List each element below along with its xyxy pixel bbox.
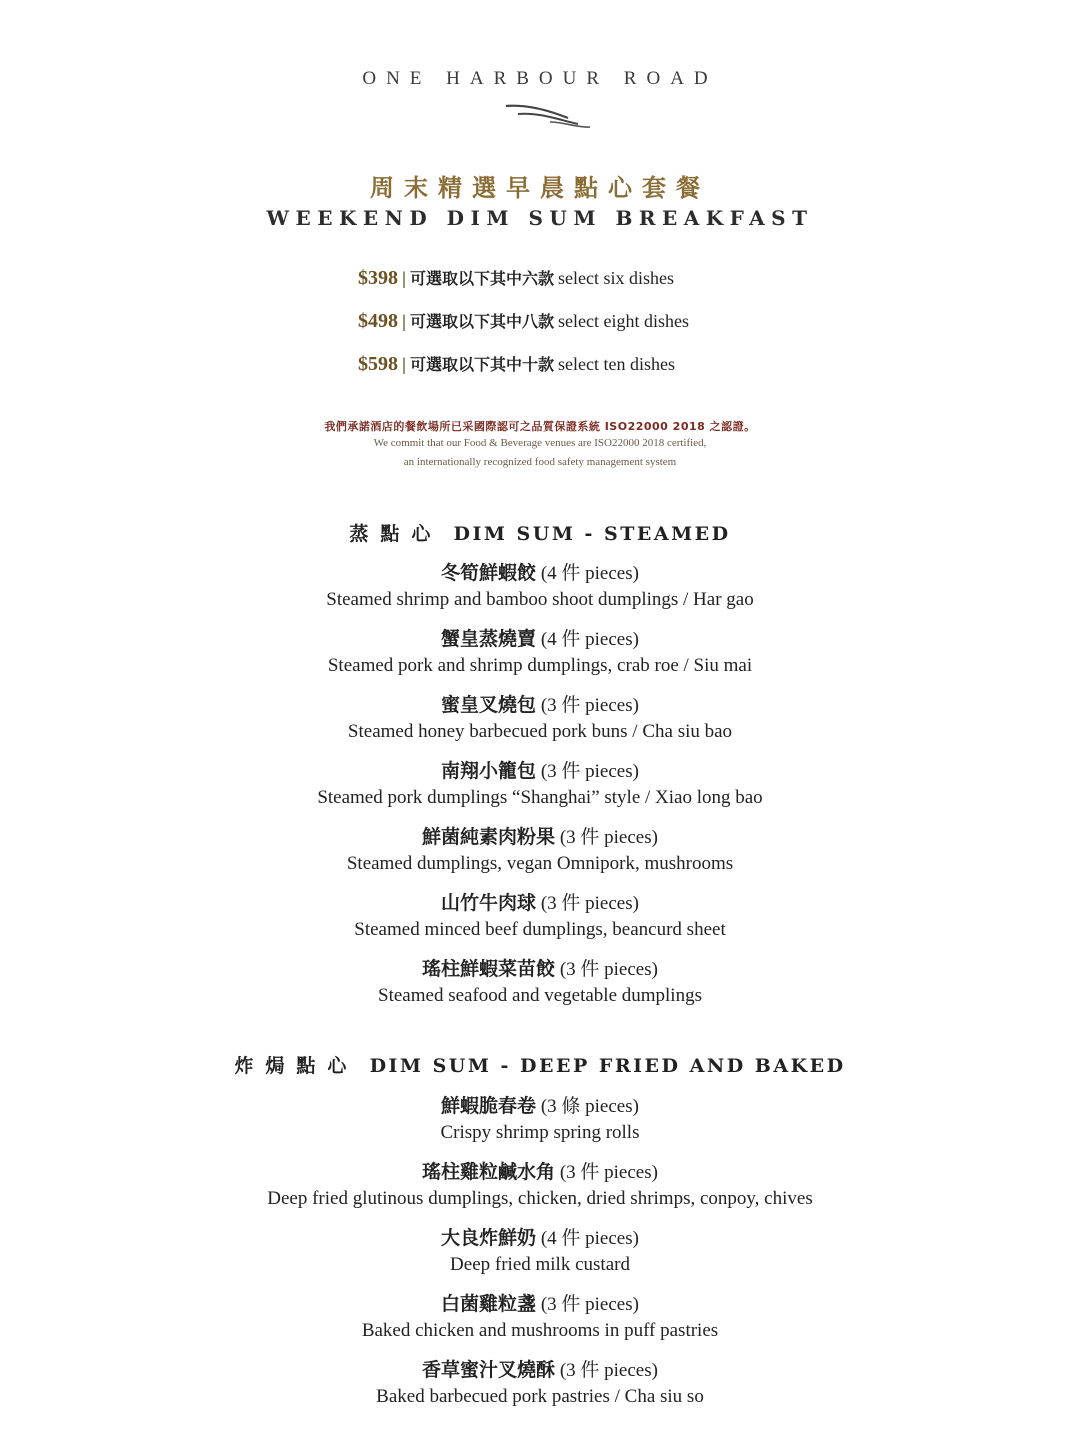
price-desc-zh: 可選取以下其中六款	[409, 269, 554, 288]
price-separator: |	[402, 354, 406, 374]
item-name-en: Steamed pork and shrimp dumplings, crab roe / Siu mai	[327, 655, 753, 676]
item-quantity: (3 件 pieces)	[540, 695, 639, 716]
price-amount: $498	[358, 310, 398, 332]
menu-item	[0, 1356, 1080, 1422]
item-name-en: Steamed shrimp and bamboo shoot dumplings / Har gao	[326, 589, 754, 610]
section-heading-zh: 炸焗點心	[234, 1055, 359, 1077]
item-quantity: (4 件 pieces)	[540, 629, 639, 650]
item-name-zh: 鮮菌純素肉粉果	[422, 826, 556, 848]
menu-item	[0, 955, 1080, 1021]
item-name-en: Deep fried milk custard	[450, 1254, 630, 1275]
price-desc-zh: 可選取以下其中八款	[409, 312, 554, 331]
price-separator: |	[402, 311, 406, 331]
item-quantity: (3 件 pieces)	[559, 1360, 658, 1381]
notice-en-line-1: We commit that our Food & Beverage venues are ISO22000 2018 certified,	[373, 437, 707, 449]
price-option	[358, 266, 778, 309]
menu-title-en: WEEKEND DIM SUM BREAKFAST	[266, 206, 814, 230]
price-desc-en: select eight dishes	[557, 311, 689, 331]
item-name-en: Steamed honey barbecued pork buns / Cha siu bao	[347, 721, 733, 742]
item-name-zh: 山竹牛肉球	[441, 892, 537, 914]
item-name-en: Deep fried glutinous dumplings, chicken, dried shrimps, conpoy, chives	[267, 1188, 813, 1209]
brand-name: ONE HARBOUR ROAD	[362, 68, 718, 89]
menu-item	[0, 1224, 1080, 1290]
section-heading-steamed	[0, 519, 1080, 546]
item-quantity: (3 件 pieces)	[540, 761, 639, 782]
menu-item	[0, 1158, 1080, 1224]
food-safety-notice	[250, 418, 830, 472]
fried-baked-item-list	[0, 1092, 1080, 1422]
section-heading-en: DIM SUM - STEAMED	[453, 523, 731, 545]
item-name-zh: 鮮蝦脆春卷	[441, 1095, 537, 1117]
menu-item	[0, 625, 1080, 691]
menu-item	[0, 757, 1080, 823]
item-name-zh: 冬筍鮮蝦餃	[441, 562, 537, 584]
price-separator: |	[402, 268, 406, 288]
item-name-zh: 南翔小籠包	[441, 760, 537, 782]
menu-title-zh: 周末精選早晨點心套餐	[370, 173, 710, 202]
price-desc-en: select ten dishes	[557, 354, 675, 374]
section-heading-zh: 蒸點心	[349, 523, 443, 545]
item-name-en: Baked chicken and mushrooms in puff pastries	[361, 1320, 719, 1341]
item-name-zh: 香草蜜汁叉燒酥	[422, 1359, 556, 1381]
item-name-zh: 瑤柱雞粒鹹水角	[422, 1161, 556, 1183]
item-quantity: (3 條 pieces)	[540, 1096, 639, 1117]
item-quantity: (3 件 pieces)	[559, 959, 658, 980]
price-desc-zh: 可選取以下其中十款	[409, 355, 554, 374]
price-amount: $398	[358, 267, 398, 289]
steamed-item-list	[0, 559, 1080, 1021]
brand-wave-logo	[498, 100, 598, 134]
item-quantity: (3 件 pieces)	[540, 1294, 639, 1315]
menu-item	[0, 1092, 1080, 1158]
item-quantity: (4 件 pieces)	[540, 1228, 639, 1249]
price-option	[358, 309, 778, 352]
item-name-en: Baked barbecued pork pastries / Cha siu so	[376, 1386, 704, 1407]
item-name-zh: 蜜皇叉燒包	[441, 694, 537, 716]
menu-item	[0, 1290, 1080, 1356]
item-quantity: (3 件 pieces)	[540, 893, 639, 914]
price-amount: $598	[358, 353, 398, 375]
menu-item	[0, 889, 1080, 955]
item-name-en: Steamed dumplings, vegan Omnipork, mushrooms	[346, 853, 734, 874]
item-name-en: Steamed seafood and vegetable dumplings	[378, 985, 702, 1006]
item-quantity: (3 件 pieces)	[559, 1162, 658, 1183]
item-quantity: (4 件 pieces)	[540, 563, 639, 584]
item-name-zh: 瑤柱鮮蝦菜苗餃	[422, 958, 556, 980]
item-name-en: Steamed minced beef dumplings, beancurd sheet	[354, 919, 726, 940]
item-name-zh: 大良炸鮮奶	[441, 1227, 537, 1249]
notice-zh: 我們承諾酒店的餐飲場所已采國際認可之品質保證系統 ISO22000 2018 之認證。	[324, 420, 756, 433]
price-list	[358, 266, 778, 395]
item-name-en: Crispy shrimp spring rolls	[440, 1122, 640, 1143]
price-option	[358, 352, 778, 395]
menu-item	[0, 823, 1080, 889]
section-heading-fried-baked	[0, 1051, 1080, 1078]
section-heading-en: DIM SUM - DEEP FRIED AND BAKED	[369, 1055, 846, 1077]
item-name-zh: 白菌雞粒盞	[441, 1293, 537, 1315]
menu-item	[0, 559, 1080, 625]
item-name-en: Steamed pork dumplings “Shanghai” style / Xiao long bao	[317, 787, 763, 808]
item-name-zh: 蟹皇蒸燒賣	[441, 628, 537, 650]
menu-item	[0, 691, 1080, 757]
item-quantity: (3 件 pieces)	[559, 827, 658, 848]
price-desc-en: select six dishes	[557, 268, 674, 288]
notice-en-line-2: an internationally recognized food safety management system	[403, 456, 677, 468]
